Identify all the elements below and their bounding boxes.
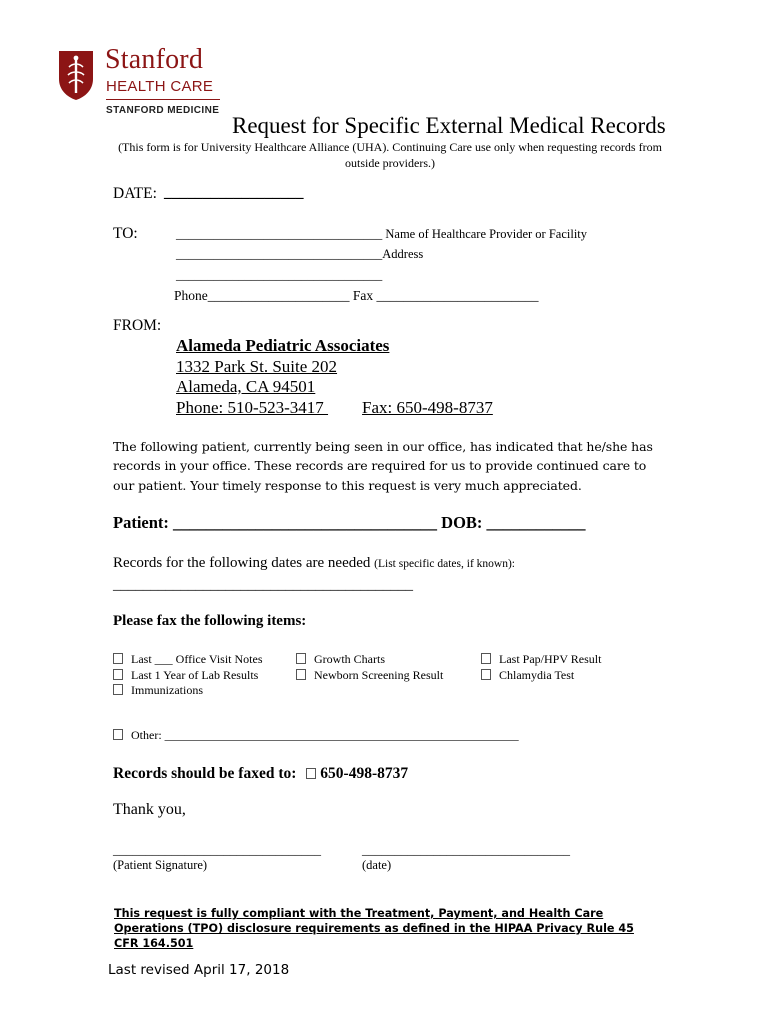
item-pap-hpv[interactable]: Last Pap/HPV Result — [481, 652, 601, 668]
item-chlamydia[interactable]: Chlamydia Test — [481, 668, 601, 684]
fax-blank[interactable]: ________________________ — [376, 288, 539, 303]
address-label: Address — [382, 247, 424, 261]
patient-row — [113, 513, 586, 533]
hipaa-compliance-note: This request is fully compliant with the Treatment, Payment, and Health Care Operations (TPO) disclosure requirements as defined in the HIPAA Privacy Rule 45 CFR 164.501 — [114, 907, 634, 950]
other-label: Other: — [131, 728, 162, 742]
checkbox-icon — [306, 768, 316, 779]
dob-label: DOB: — [441, 513, 483, 532]
checkbox-icon[interactable] — [296, 669, 306, 680]
extra-address-blank[interactable]: _________________________________ — [176, 268, 383, 282]
fax-label: Fax — [352, 288, 374, 303]
to-label: TO: — [113, 225, 138, 242]
patient-blank[interactable]: ________________________________ — [173, 513, 438, 532]
fax-to-number: 650-498-8737 — [320, 765, 409, 782]
checkbox-icon[interactable] — [113, 653, 123, 664]
brand-name: Stanford — [105, 44, 204, 75]
page-title: Request for Specific External Medical Records — [232, 113, 666, 138]
checkbox-icon[interactable] — [296, 653, 306, 664]
checkbox-icon[interactable] — [481, 653, 491, 664]
date-blank[interactable]: __________________ — [164, 184, 304, 201]
dob-blank[interactable]: ____________ — [486, 513, 586, 532]
from-name: Alameda Pediatric Associates — [176, 336, 390, 355]
last-revised: Last revised April 17, 2018 — [108, 962, 290, 978]
items-column-3 — [481, 652, 601, 683]
brand-line3: STANFORD MEDICINE — [106, 105, 220, 116]
item-office-visit-notes[interactable]: Last ___ Office Visit Notes — [113, 652, 262, 668]
checkbox-icon[interactable] — [481, 669, 491, 680]
stanford-shield-icon — [57, 49, 95, 101]
from-city: Alameda, CA 94501 — [176, 377, 316, 397]
item-immunizations[interactable]: Immunizations — [113, 683, 262, 699]
items-column-1 — [113, 652, 262, 699]
checkbox-icon[interactable] — [113, 669, 123, 680]
records-dates-label: Records for the following dates are needed — [113, 555, 371, 571]
signature-label: (Patient Signature) — [113, 858, 208, 872]
request-paragraph: The following patient, currently being seen in our office, has indicated that he/she has records in your office. These records are required for us to provide continued care to our patient. Your timely response to this request is very much appreciated. — [113, 439, 653, 493]
address-blank[interactable]: _________________________________ — [176, 247, 383, 261]
from-street: 1332 Park St. Suite 202 — [176, 356, 338, 376]
patient-label: Patient: — [113, 513, 169, 532]
fax-to-row — [113, 765, 408, 783]
stanford-health-care-logo — [57, 44, 227, 119]
records-dates-blank[interactable]: ________________________________________ — [113, 577, 413, 593]
provider-label: Name of Healthcare Provider or Facility — [385, 227, 588, 241]
phone-blank[interactable]: _____________________ — [207, 288, 350, 303]
date-label: DATE: — [113, 185, 157, 202]
page-subtitle: (This form is for University Healthcare Alliance (UHA). Continuing Care use only when requesting records from outside providers.) — [118, 140, 662, 170]
from-fax: Fax: 650-498-8737 — [362, 397, 493, 417]
fax-to-label: Records should be faxed to: — [113, 765, 297, 782]
records-dates-hint: (List specific dates, if known): — [374, 558, 515, 570]
date-signature-label: (date) — [362, 858, 392, 872]
logo-divider — [106, 99, 220, 100]
date-signature-blank[interactable]: ________________________________ — [362, 842, 570, 857]
from-address-block — [176, 336, 493, 418]
brand-line2: HEALTH CARE — [106, 78, 214, 95]
from-phone: Phone: 510-523-3417 — [176, 397, 329, 417]
item-lab-results[interactable]: Last 1 Year of Lab Results — [113, 668, 262, 684]
checkbox-icon[interactable] — [113, 684, 123, 695]
item-newborn-screening[interactable]: Newborn Screening Result — [296, 668, 443, 684]
other-blank[interactable]: ___________________________________________________________ — [164, 728, 519, 742]
from-label: FROM: — [113, 317, 162, 334]
thank-you: Thank you, — [113, 801, 186, 818]
phone-label: Phone — [174, 288, 208, 303]
fax-items-heading: Please fax the following items: — [113, 613, 307, 629]
records-dates-row — [113, 555, 515, 572]
signature-blank[interactable]: ________________________________ — [113, 842, 321, 857]
provider-blank[interactable]: _________________________________ — [176, 227, 383, 241]
item-growth-charts[interactable]: Growth Charts — [296, 652, 443, 668]
item-other[interactable] — [113, 728, 519, 743]
items-column-2 — [296, 652, 443, 683]
checkbox-icon[interactable] — [113, 729, 123, 740]
